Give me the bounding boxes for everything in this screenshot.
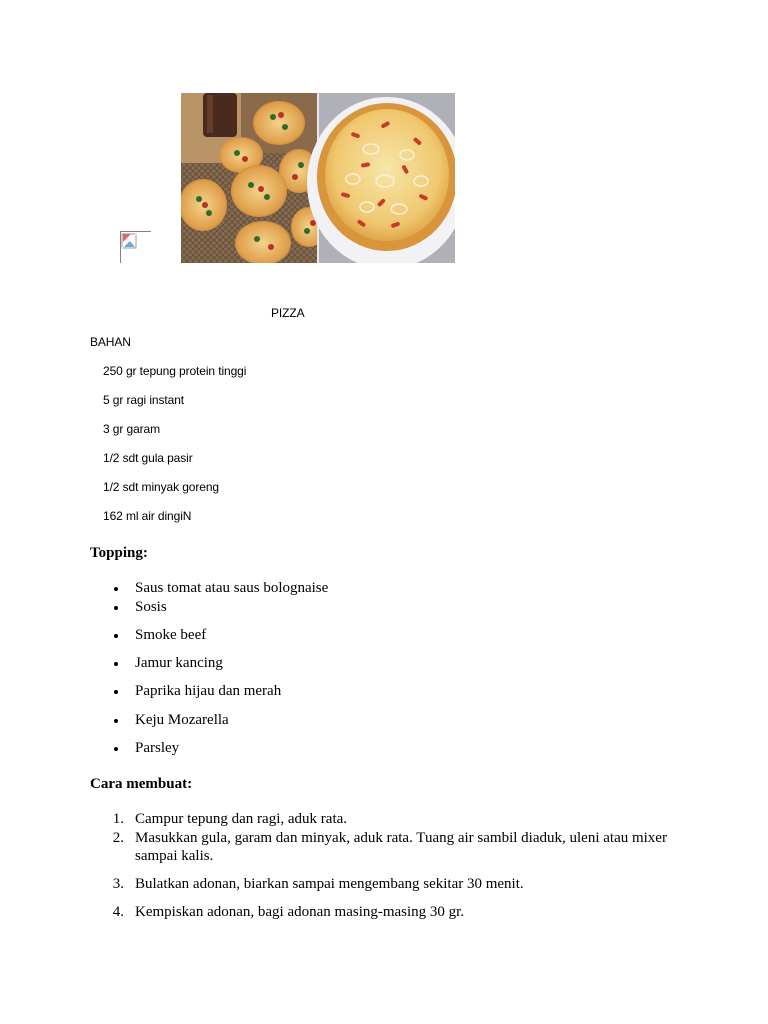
bahan-heading: BAHAN [90, 335, 131, 349]
bahan-item: 3 gr garam [103, 422, 161, 436]
broken-image-icon [120, 231, 151, 263]
bahan-item: 162 ml air dingiN [103, 509, 192, 523]
list-item: Saus tomat atau saus bolognaise [135, 580, 329, 596]
step-number: 4. [112, 904, 124, 920]
topping-heading: Topping: [90, 545, 148, 561]
page-title: PIZZA [271, 306, 305, 320]
bullet-icon [114, 587, 118, 591]
step-text: sampai kalis. [135, 848, 214, 864]
step-number: 1. [112, 811, 124, 827]
pizza-photo [181, 93, 455, 263]
bahan-item: 1/2 sdt gula pasir [103, 451, 193, 465]
step-number: 3. [112, 876, 124, 892]
list-item: Sosis [135, 599, 167, 615]
list-item: Smoke beef [135, 627, 207, 643]
cara-heading: Cara membuat: [90, 776, 193, 792]
bullet-icon [114, 606, 118, 610]
bullet-icon [114, 662, 118, 666]
list-item: Jamur kancing [135, 655, 223, 671]
step-number: 2. [112, 830, 124, 846]
step-text: Bulatkan adonan, biarkan sampai mengembang sekitar 30 menit. [135, 876, 524, 892]
list-item: Keju Mozarella [135, 712, 229, 728]
list-item: Parsley [135, 740, 180, 756]
list-item: Paprika hijau dan merah [135, 683, 282, 699]
bullet-icon [114, 634, 118, 638]
bullet-icon [114, 747, 118, 751]
bahan-item: 1/2 sdt minyak goreng [103, 480, 219, 494]
bullet-icon [114, 719, 118, 723]
bahan-item: 5 gr ragi instant [103, 393, 185, 407]
bullet-icon [114, 690, 118, 694]
bahan-item: 250 gr tepung protein tinggi [103, 364, 247, 378]
step-text: Kempiskan adonan, bagi adonan masing-masing 30 gr. [135, 904, 465, 920]
step-text: Campur tepung dan ragi, aduk rata. [135, 811, 348, 827]
step-text: Masukkan gula, garam dan minyak, aduk rata. Tuang air sambil diaduk, uleni atau mixer [135, 830, 667, 846]
